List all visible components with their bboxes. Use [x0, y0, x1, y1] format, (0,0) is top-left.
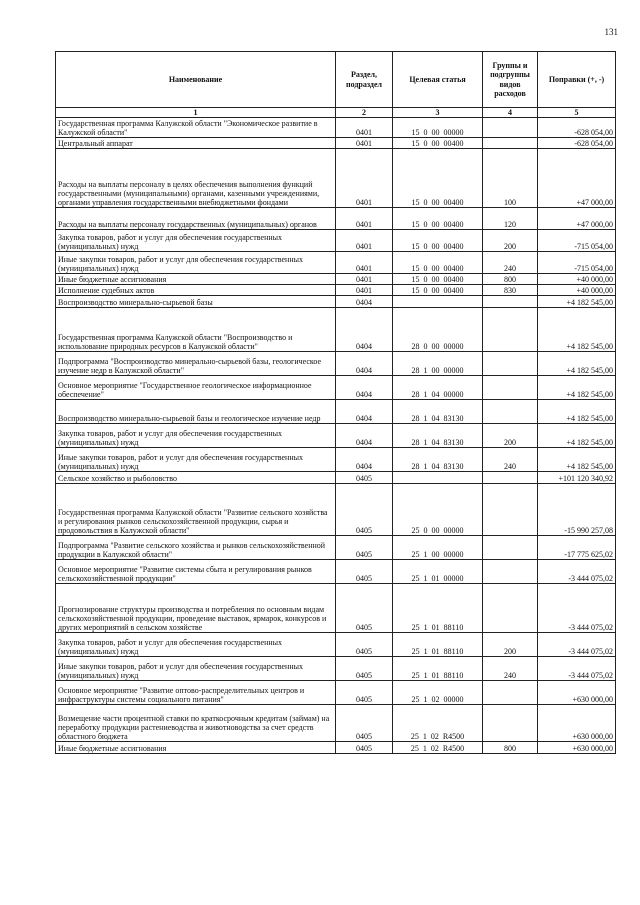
- row-group: 800: [483, 274, 538, 285]
- table-row: [56, 657, 616, 681]
- table-row: [56, 472, 616, 484]
- table-row: [56, 138, 616, 149]
- row-section: 0401: [336, 252, 393, 274]
- row-section: 0405: [336, 584, 393, 633]
- row-amount: +40 000,00: [538, 285, 616, 296]
- table-row: [56, 400, 616, 424]
- table-row: [56, 230, 616, 252]
- row-group: [483, 536, 538, 560]
- row-group: 100: [483, 149, 538, 208]
- row-amount: +630 000,00: [538, 705, 616, 742]
- row-name: Возмещение части процентной ставки по краткосрочным кредитам (займам) на переработку продукции растениеводства и животноводства за счет средств областного бюджета: [56, 705, 336, 742]
- header-amount: Поправки (+, -): [538, 52, 616, 108]
- row-section: 0404: [336, 352, 393, 376]
- row-amount: +47 000,00: [538, 149, 616, 208]
- row-amount: +4 182 545,00: [538, 296, 616, 308]
- header-name: Наименование: [56, 52, 336, 108]
- row-section: 0405: [336, 657, 393, 681]
- row-target: 15 0 00 00400: [393, 230, 483, 252]
- row-section: 0405: [336, 681, 393, 705]
- row-amount: -715 054,00: [538, 252, 616, 274]
- row-section: 0401: [336, 149, 393, 208]
- table-row: [56, 252, 616, 274]
- row-target: 25 0 00 00000: [393, 484, 483, 536]
- row-amount: -17 775 625,02: [538, 536, 616, 560]
- table-row: [56, 376, 616, 400]
- row-group: [483, 376, 538, 400]
- table-row: [56, 274, 616, 285]
- row-name: Воспроизводство минерально-сырьевой базы: [56, 296, 336, 308]
- table-row: [56, 308, 616, 352]
- table-row: [56, 705, 616, 742]
- row-target: 15 0 00 00400: [393, 274, 483, 285]
- row-name: Иные бюджетные ассигнования: [56, 274, 336, 285]
- row-group: [483, 400, 538, 424]
- row-name: Воспроизводство минерально-сырьевой базы и геологическое изучение недр: [56, 400, 336, 424]
- row-section: 0401: [336, 138, 393, 149]
- row-amount: +630 000,00: [538, 742, 616, 754]
- row-amount: +4 182 545,00: [538, 376, 616, 400]
- table-body: [56, 118, 616, 754]
- row-group: [483, 484, 538, 536]
- row-section: 0401: [336, 274, 393, 285]
- column-number: 3: [393, 108, 483, 118]
- row-name: Иные закупки товаров, работ и услуг для обеспечения государственных (муниципальных) нужд: [56, 657, 336, 681]
- row-target: 25 1 01 88110: [393, 633, 483, 657]
- row-section: 0405: [336, 472, 393, 484]
- row-section: 0405: [336, 560, 393, 584]
- row-target: 28 0 00 00000: [393, 308, 483, 352]
- row-amount: -3 444 075,02: [538, 584, 616, 633]
- row-target: 25 1 02 R4500: [393, 742, 483, 754]
- row-target: 25 1 01 88110: [393, 584, 483, 633]
- row-amount: -3 444 075,02: [538, 633, 616, 657]
- row-amount: -628 054,00: [538, 138, 616, 149]
- header-target: Целевая статья: [393, 52, 483, 108]
- row-section: 0404: [336, 400, 393, 424]
- row-target: 15 0 00 00000: [393, 118, 483, 138]
- row-amount: -3 444 075,02: [538, 560, 616, 584]
- row-name: Подпрограмма "Воспроизводство минерально-сырьевой базы, геологическое изучение недр в Калужской области": [56, 352, 336, 376]
- row-name: Расходы на выплаты персоналу в целях обеспечения выполнения функций государственными (муниципальными) органами, казенными учреждениями, органами управления государственными внебюджетными фондами: [56, 149, 336, 208]
- row-target: 25 1 01 00000: [393, 560, 483, 584]
- row-group: 800: [483, 742, 538, 754]
- column-number-row: [56, 108, 616, 118]
- row-name: Иные закупки товаров, работ и услуг для обеспечения государственных (муниципальных) нужд: [56, 448, 336, 472]
- row-name: Исполнение судебных актов: [56, 285, 336, 296]
- row-section: 0405: [336, 705, 393, 742]
- column-number: 5: [538, 108, 616, 118]
- table-row: [56, 118, 616, 138]
- row-group: 200: [483, 633, 538, 657]
- table-row: [56, 560, 616, 584]
- row-group: 240: [483, 657, 538, 681]
- row-section: 0405: [336, 536, 393, 560]
- table-row: [56, 742, 616, 754]
- row-target: 15 0 00 00400: [393, 138, 483, 149]
- row-group: [483, 296, 538, 308]
- row-target: 28 1 00 00000: [393, 352, 483, 376]
- row-name: Закупка товаров, работ и услуг для обеспечения государственных (муниципальных) нужд: [56, 633, 336, 657]
- row-section: 0401: [336, 208, 393, 230]
- row-group: [483, 352, 538, 376]
- row-name: Основное мероприятие "Развитие системы сбыта и регулирования рынков сельскохозяйственной продукции": [56, 560, 336, 584]
- row-amount: +101 120 340,92: [538, 472, 616, 484]
- row-target: 28 1 04 83130: [393, 424, 483, 448]
- table-row: [56, 681, 616, 705]
- row-target: 28 1 04 83130: [393, 400, 483, 424]
- row-section: 0404: [336, 448, 393, 472]
- row-group: [483, 118, 538, 138]
- row-name: Государственная программа Калужской области "Экономическое развитие в Калужской области": [56, 118, 336, 138]
- row-section: 0404: [336, 376, 393, 400]
- row-name: Расходы на выплаты персоналу государственных (муниципальных) органов: [56, 208, 336, 230]
- column-number: 2: [336, 108, 393, 118]
- row-amount: +4 182 545,00: [538, 308, 616, 352]
- row-section: 0401: [336, 285, 393, 296]
- table-row: [56, 424, 616, 448]
- row-group: 240: [483, 252, 538, 274]
- row-group: [483, 138, 538, 149]
- row-target: 28 1 04 00000: [393, 376, 483, 400]
- row-group: [483, 472, 538, 484]
- table-row: [56, 296, 616, 308]
- row-name: Подпрограмма "Развитие сельского хозяйства и рынков сельскохозяйственной продукции в Калужской области": [56, 536, 336, 560]
- row-name: Иные бюджетные ассигнования: [56, 742, 336, 754]
- header-group: Группы и подгруппы видов расходов: [483, 52, 538, 108]
- row-section: 0404: [336, 424, 393, 448]
- row-amount: +630 000,00: [538, 681, 616, 705]
- row-section: 0401: [336, 118, 393, 138]
- row-name: Основное мероприятие "Развитие оптово-распределительных центров и инфраструктуры системы социального питания": [56, 681, 336, 705]
- row-group: [483, 584, 538, 633]
- budget-amendments-table: [55, 51, 616, 754]
- row-amount: -15 990 257,08: [538, 484, 616, 536]
- row-target: 25 1 00 00000: [393, 536, 483, 560]
- row-target: 15 0 00 00400: [393, 285, 483, 296]
- table-row: [56, 484, 616, 536]
- page-number: 131: [604, 27, 618, 37]
- row-target: [393, 296, 483, 308]
- row-section: 0404: [336, 308, 393, 352]
- row-amount: +4 182 545,00: [538, 424, 616, 448]
- row-target: 25 1 01 88110: [393, 657, 483, 681]
- header-row: [56, 52, 616, 108]
- row-section: 0401: [336, 230, 393, 252]
- row-amount: +4 182 545,00: [538, 400, 616, 424]
- table-row: [56, 448, 616, 472]
- row-target: 15 0 00 00400: [393, 208, 483, 230]
- row-amount: +4 182 545,00: [538, 448, 616, 472]
- row-section: 0405: [336, 484, 393, 536]
- row-target: 15 0 00 00400: [393, 252, 483, 274]
- table-row: [56, 633, 616, 657]
- row-amount: +47 000,00: [538, 208, 616, 230]
- table-row: [56, 149, 616, 208]
- table-row: [56, 208, 616, 230]
- row-amount: +40 000,00: [538, 274, 616, 285]
- row-group: 200: [483, 424, 538, 448]
- row-name: Иные закупки товаров, работ и услуг для обеспечения государственных (муниципальных) нужд: [56, 252, 336, 274]
- row-section: 0404: [336, 296, 393, 308]
- row-name: Закупка товаров, работ и услуг для обеспечения государственных (муниципальных) нужд: [56, 230, 336, 252]
- table-row: [56, 536, 616, 560]
- row-section: 0405: [336, 742, 393, 754]
- row-name: Сельское хозяйство и рыболовство: [56, 472, 336, 484]
- row-group: 240: [483, 448, 538, 472]
- table-row: [56, 285, 616, 296]
- row-amount: +4 182 545,00: [538, 352, 616, 376]
- table-row: [56, 352, 616, 376]
- row-amount: -3 444 075,02: [538, 657, 616, 681]
- row-name: Закупка товаров, работ и услуг для обеспечения государственных (муниципальных) нужд: [56, 424, 336, 448]
- row-group: [483, 705, 538, 742]
- row-target: 28 1 04 83130: [393, 448, 483, 472]
- row-group: 200: [483, 230, 538, 252]
- row-amount: -628 054,00: [538, 118, 616, 138]
- table-row: [56, 584, 616, 633]
- row-amount: -715 054,00: [538, 230, 616, 252]
- row-name: Государственная программа Калужской области "Воспроизводство и использование природных ресурсов в Калужской области": [56, 308, 336, 352]
- row-target: 25 1 02 R4500: [393, 705, 483, 742]
- row-section: 0405: [336, 633, 393, 657]
- row-name: Центральный аппарат: [56, 138, 336, 149]
- row-target: 15 0 00 00400: [393, 149, 483, 208]
- column-number: 4: [483, 108, 538, 118]
- row-target: 25 1 02 00000: [393, 681, 483, 705]
- header-section: Раздел, подраздел: [336, 52, 393, 108]
- row-group: [483, 560, 538, 584]
- row-group: [483, 681, 538, 705]
- row-name: Государственная программа Калужской области "Развитие сельского хозяйства и регулирования рынков сельскохозяйственной продукции, сырья и продовольствия в Калужской области": [56, 484, 336, 536]
- row-group: [483, 308, 538, 352]
- row-name: Прогнозирование структуры производства и потребления по основным видам сельскохозяйственной продукции, проведение выставок, ярмарок, конкурсов и других мероприятий в сельском хозяйстве: [56, 584, 336, 633]
- row-target: [393, 472, 483, 484]
- column-number: 1: [56, 108, 336, 118]
- row-group: 830: [483, 285, 538, 296]
- row-name: Основное мероприятие "Государственное геологическое информационное обеспечение": [56, 376, 336, 400]
- row-group: 120: [483, 208, 538, 230]
